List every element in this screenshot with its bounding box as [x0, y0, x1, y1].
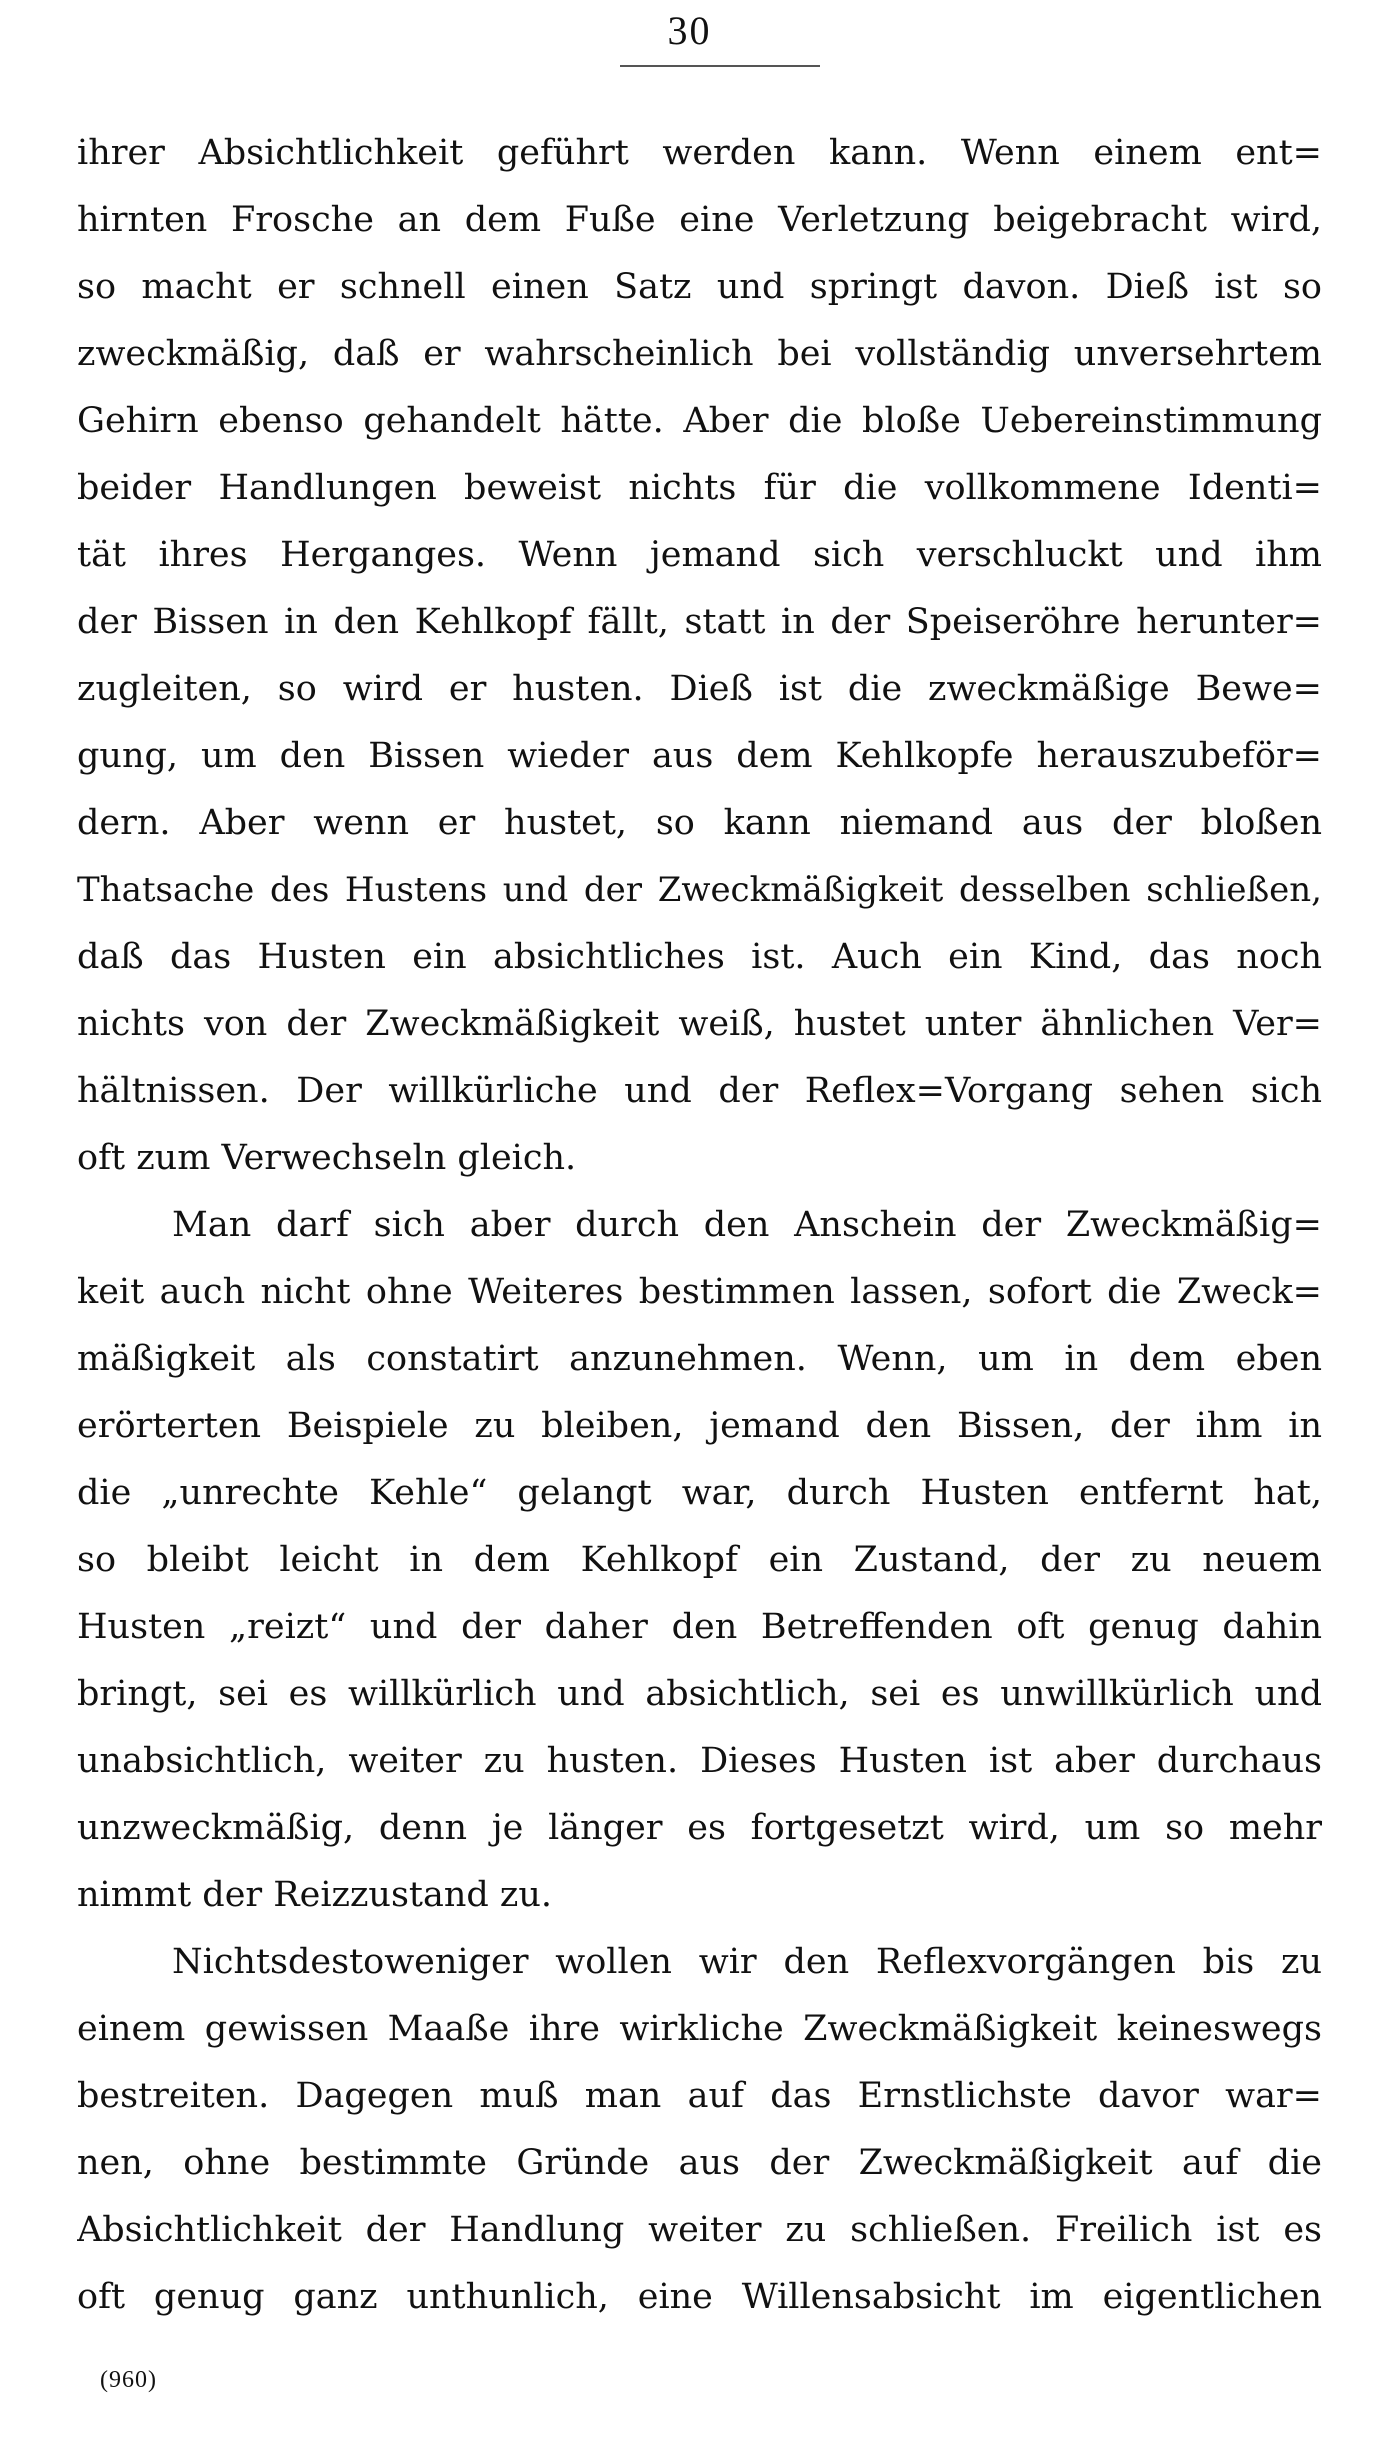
paragraph-3 — [77, 1929, 1322, 2331]
text-line: oft zum Verwechseln gleich. — [77, 1138, 577, 1178]
text-line: beider Handlungen beweist nichts für die vollkommene Identi= — [77, 468, 1322, 508]
text-line: unzweckmäßig, denn je länger es fortgesetzt wird, um so mehr — [77, 1808, 1322, 1848]
text-line: erörterten Beispiele zu bleiben, jemand den Bissen, der ihm in — [77, 1406, 1322, 1446]
text-line: nen, ohne bestimmte Gründe aus der Zweckmäßigkeit auf die — [77, 2143, 1322, 2183]
text-line: hältnissen. Der willkürliche und der Reflex=Vorgang sehen sich — [77, 1071, 1322, 1111]
text-line: der Bissen in den Kehlkopf fällt, statt in der Speiseröhre herunter= — [77, 602, 1322, 642]
text-line: Nichtsdestoweniger wollen wir den Reflexvorgängen bis zu — [172, 1942, 1322, 1982]
paragraph-1 — [77, 120, 1322, 1192]
text-line: gung, um den Bissen wieder aus dem Kehlkopfe herauszubeför= — [77, 736, 1322, 776]
text-line: hirnten Frosche an dem Fuße eine Verletzung beigebracht wird, — [77, 200, 1322, 240]
body-text — [77, 120, 1322, 2331]
text-line: zweckmäßig, daß er wahrscheinlich bei vollständig unversehrtem — [77, 334, 1322, 374]
text-line: Gehirn ebenso gehandelt hätte. Aber die bloße Uebereinstimmung — [77, 401, 1322, 441]
page-number: 30 — [667, 8, 712, 53]
text-line: zugleiten, so wird er husten. Dieß ist die zweckmäßige Bewe= — [77, 669, 1322, 709]
text-line: so macht er schnell einen Satz und springt davon. Dieß ist so — [77, 267, 1322, 307]
text-line: nimmt der Reizzustand zu. — [77, 1875, 553, 1915]
text-line: keit auch nicht ohne Weiteres bestimmen lassen, sofort die Zweck= — [77, 1272, 1322, 1312]
text-line: Thatsache des Hustens und der Zweckmäßigkeit desselben schließen, — [77, 870, 1322, 910]
text-line: Absichtlichkeit der Handlung weiter zu schließen. Freilich ist es — [77, 2210, 1322, 2250]
text-line: dern. Aber wenn er hustet, so kann niemand aus der bloßen — [77, 803, 1322, 843]
text-line: tät ihres Herganges. Wenn jemand sich verschluckt und ihm — [77, 535, 1322, 575]
paragraph-2 — [77, 1192, 1322, 1929]
header-rule — [620, 65, 820, 67]
text-line: bestreiten. Dagegen muß man auf das Ernstlichste davor war= — [77, 2076, 1322, 2116]
text-line: einem gewissen Maaße ihre wirkliche Zweckmäßigkeit keineswegs — [77, 2009, 1322, 2049]
text-line: Man darf sich aber durch den Anschein der Zweckmäßig= — [172, 1205, 1322, 1245]
text-line: nichts von der Zweckmäßigkeit weiß, hustet unter ähnlichen Ver= — [77, 1004, 1322, 1044]
text-line: oft genug ganz unthunlich, eine Willensabsicht im eigentlichen — [77, 2277, 1322, 2317]
text-line: ihrer Absichtlichkeit geführt werden kann. Wenn einem ent= — [77, 133, 1322, 173]
text-line: so bleibt leicht in dem Kehlkopf ein Zustand, der zu neuem — [77, 1540, 1322, 1580]
text-line: daß das Husten ein absichtliches ist. Auch ein Kind, das noch — [77, 937, 1322, 977]
text-line: Husten „reizt“ und der daher den Betreffenden oft genug dahin — [77, 1607, 1322, 1647]
text-line: mäßigkeit als constatirt anzunehmen. Wenn, um in dem eben — [77, 1339, 1322, 1379]
text-line: unabsichtlich, weiter zu husten. Dieses Husten ist aber durchaus — [77, 1741, 1322, 1781]
printer-signature: (960) — [100, 2367, 157, 2393]
text-line: bringt, sei es willkürlich und absichtlich, sei es unwillkürlich und — [77, 1674, 1322, 1714]
text-line: die „unrechte Kehle“ gelangt war, durch Husten entfernt hat, — [77, 1473, 1322, 1513]
